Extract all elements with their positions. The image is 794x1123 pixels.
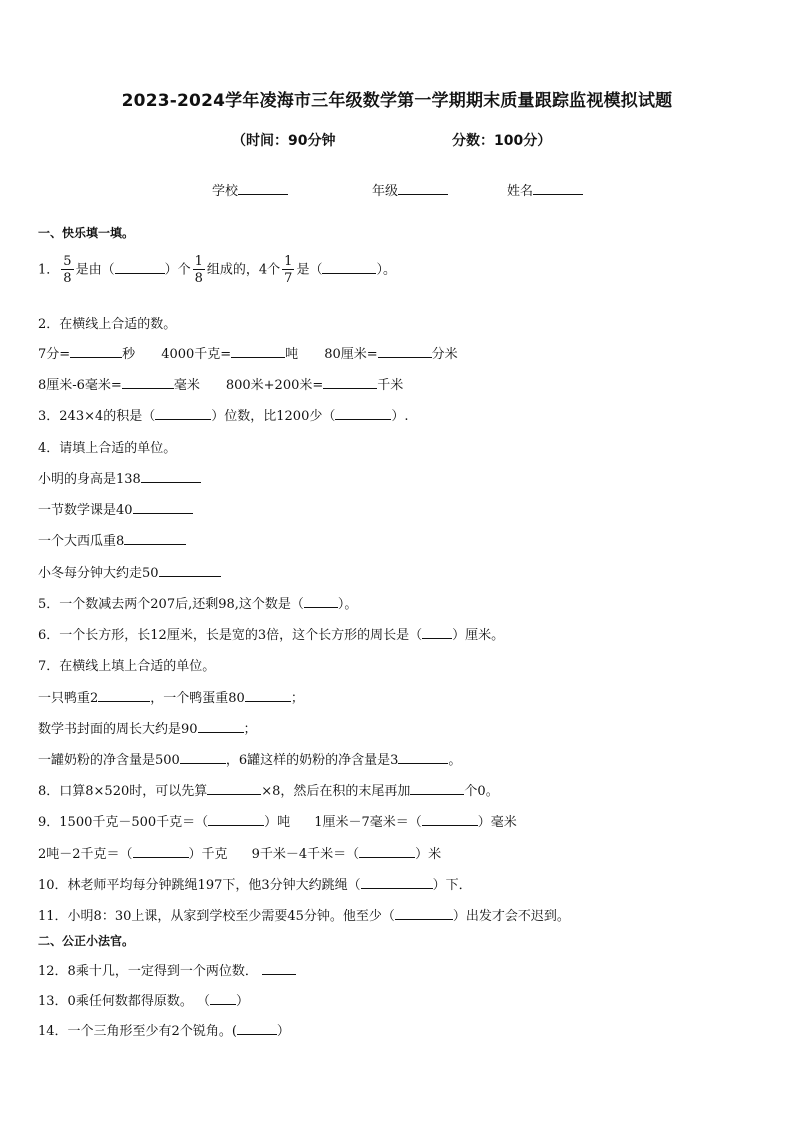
- answer-blank[interactable]: [410, 780, 464, 795]
- answer-blank[interactable]: [323, 374, 377, 389]
- question-6: 6．一个长方形，长12厘米，长是宽的3倍，这个长方形的周长是（ ）厘米。: [38, 624, 504, 643]
- school-label: 学校: [212, 184, 239, 199]
- answer-blank[interactable]: [141, 468, 201, 483]
- question-2: 2．在横线上合适的数。: [38, 317, 177, 332]
- answer-blank[interactable]: [210, 990, 236, 1005]
- answer-blank[interactable]: [378, 343, 432, 358]
- grade-blank[interactable]: [398, 180, 448, 195]
- answer-blank[interactable]: [262, 960, 296, 975]
- question-5: 5．一个数减去两个207后,还剩98,这个数是（ ）。: [38, 593, 357, 612]
- answer-blank[interactable]: [70, 343, 122, 358]
- answer-blank[interactable]: [237, 1020, 277, 1035]
- name-field: [507, 180, 583, 199]
- question-9-row-1: 9．1500千克－500千克＝（ ）吨 1厘米－7毫米＝（ ）毫米: [38, 811, 517, 830]
- question-7-c: 一罐奶粉的净含量是500 ，6罐这样的奶粉的净含量是3 。: [38, 749, 461, 768]
- question-13: 13．0乘任何数都得原数。 （ ）: [38, 990, 249, 1009]
- answer-blank[interactable]: [115, 259, 165, 274]
- page-title: 2023-2024学年凌海市三年级数学第一学期期末质量跟踪监视模拟试题: [121, 91, 673, 111]
- grade-label: 年级: [372, 184, 399, 199]
- question-4-c: 一个大西瓜重8: [38, 530, 186, 549]
- question-3: 3．243×4的积是（ ）位数，比1200少（ ）.: [38, 405, 408, 424]
- answer-blank[interactable]: [422, 624, 452, 639]
- question-12: 12．8乘十几，一定得到一个两位数．: [38, 960, 296, 979]
- answer-blank[interactable]: [231, 343, 285, 358]
- question-7-b: 数学书封面的周长大约是90 ；: [38, 718, 257, 737]
- question-11: 11．小明8：30上课，从家到学校至少需要45分钟。他至少（ ）出发才会不迟到。: [38, 905, 570, 924]
- question-1: 1． $\frac{5}{8}$ 是由（ ）个 $\frac{1}{8}$ 组成的，4个 $\frac{1}{7}$ 是（ ）。: [38, 254, 396, 286]
- name-label: 姓名: [507, 184, 534, 199]
- question-8: 8．口算8×520时，可以先算 ×8，然后在积的末尾再加 个0。: [38, 780, 499, 799]
- question-10: 10．林老师平均每分钟跳绳197下，他3分钟大约跳绳（ ）下．: [38, 874, 472, 893]
- answer-blank[interactable]: [208, 811, 264, 826]
- fraction-5-8: $\frac{5}{8}$: [63, 254, 72, 286]
- question-4-b: 一节数学课是40: [38, 499, 193, 518]
- question-4: 4．请填上合适的单位。: [38, 441, 177, 456]
- answer-blank[interactable]: [335, 405, 391, 420]
- score-label: 分数：100分）: [452, 133, 552, 149]
- time-label: （时间：90分钟: [232, 133, 336, 149]
- answer-blank[interactable]: [207, 780, 261, 795]
- section-heading-1: 一、快乐填一填。: [38, 226, 135, 240]
- answer-blank[interactable]: [322, 259, 376, 274]
- question-9-row-2: 2吨－2千克＝（ ）千克 9千米－4千米＝（ ）米: [38, 843, 441, 862]
- answer-blank[interactable]: [245, 687, 291, 702]
- answer-blank[interactable]: [133, 843, 189, 858]
- school-field: [212, 180, 288, 199]
- answer-blank[interactable]: [398, 749, 448, 764]
- answer-blank[interactable]: [124, 530, 186, 545]
- q1-number: 1．: [38, 262, 60, 278]
- section-heading-2: 二、公正小法官。: [38, 934, 135, 948]
- question-7-a: 一只鸭重2 ，一个鸭蛋重80 ；: [38, 687, 304, 706]
- answer-blank[interactable]: [359, 843, 415, 858]
- answer-blank[interactable]: [304, 593, 338, 608]
- answer-blank[interactable]: [395, 905, 453, 920]
- question-4-a: 小明的身高是138: [38, 468, 201, 487]
- question-7: 7．在横线上填上合适的单位。: [38, 659, 216, 674]
- answer-blank[interactable]: [198, 718, 244, 733]
- grade-field: [372, 180, 448, 199]
- answer-blank[interactable]: [133, 499, 193, 514]
- fraction-1-8: $\frac{1}{8}$: [194, 254, 203, 286]
- question-14: 14．一个三角形至少有2个锐角。( ）: [38, 1020, 290, 1039]
- question-2-row-1: 7分= 秒 4000千克= 吨 80厘米= 分米: [38, 343, 458, 362]
- answer-blank[interactable]: [122, 374, 174, 389]
- fraction-1-7: $\frac{1}{7}$: [284, 254, 293, 286]
- answer-blank[interactable]: [159, 562, 221, 577]
- question-4-d: 小冬每分钟大约走50: [38, 562, 221, 581]
- answer-blank[interactable]: [98, 687, 150, 702]
- answer-blank[interactable]: [180, 749, 226, 764]
- name-blank[interactable]: [533, 180, 583, 195]
- answer-blank[interactable]: [422, 811, 478, 826]
- answer-blank[interactable]: [155, 405, 211, 420]
- school-blank[interactable]: [238, 180, 288, 195]
- answer-blank[interactable]: [361, 874, 433, 889]
- question-2-row-2: 8厘米-6毫米= 毫米 800米+200米= 千米: [38, 374, 403, 393]
